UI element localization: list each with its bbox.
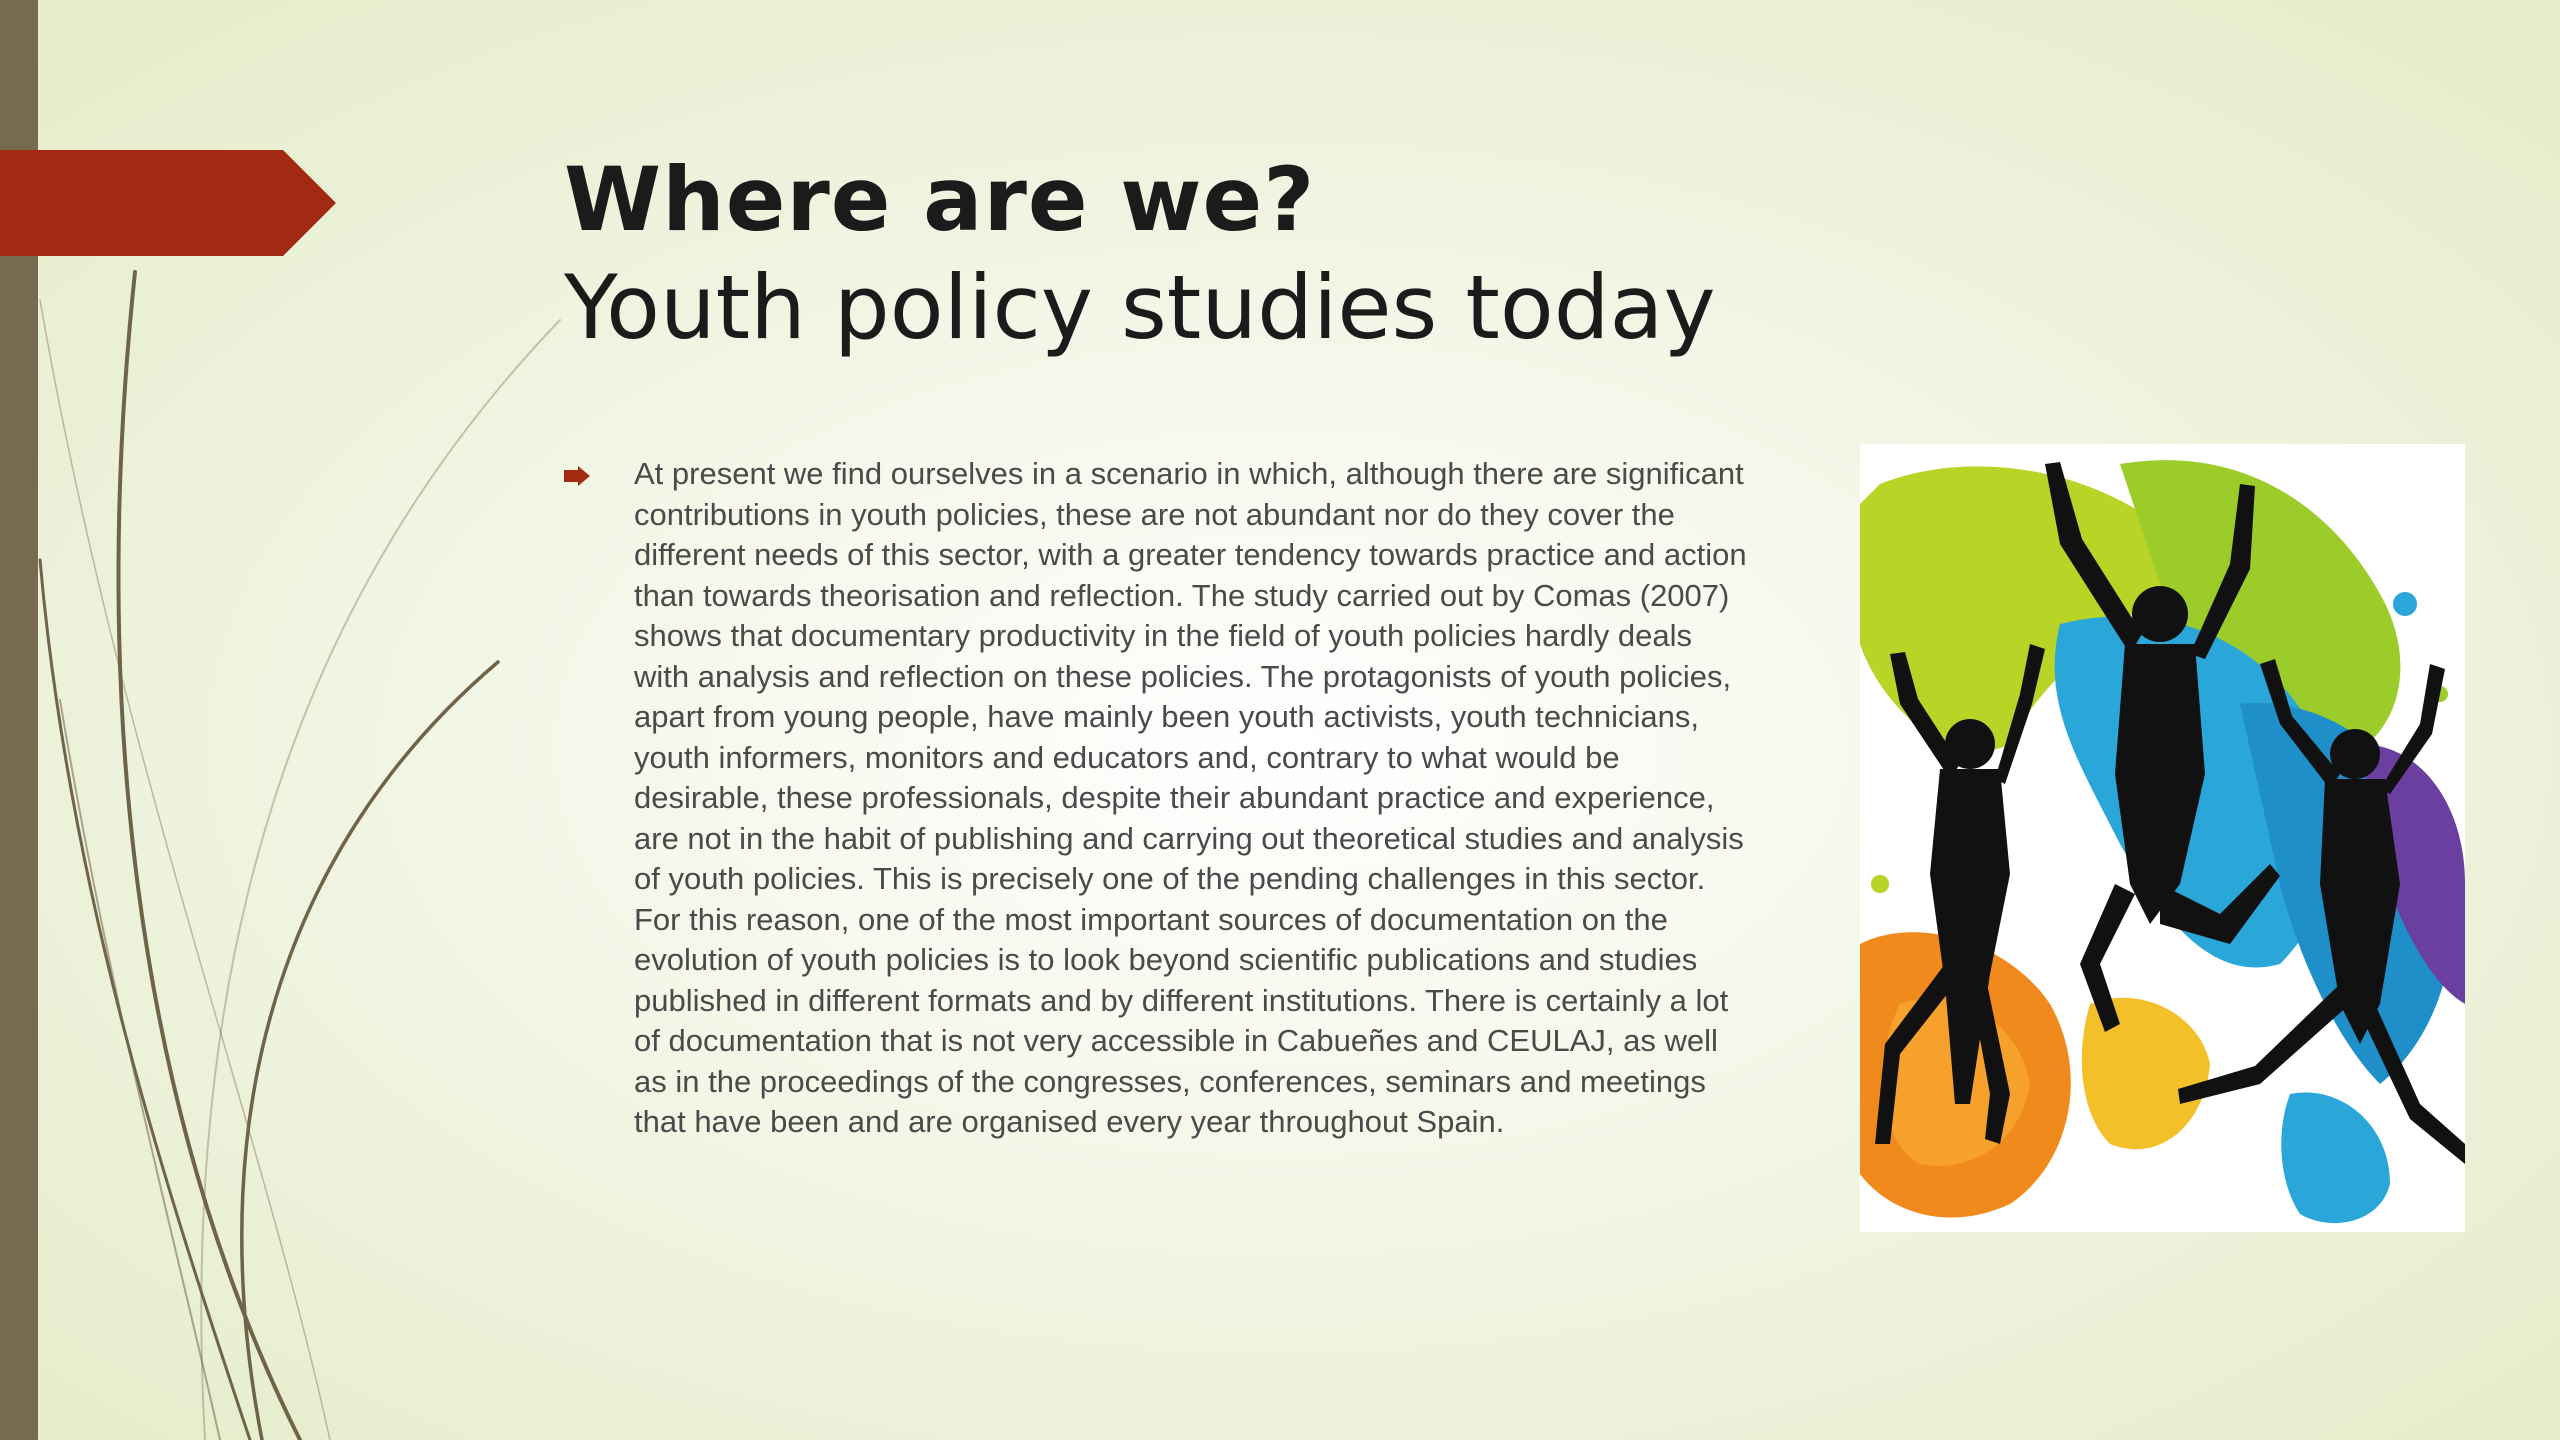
bullet-item [560,454,1760,1143]
arrow-banner-icon [0,150,336,256]
slide-title: Where are we? [564,148,1316,251]
slide-subtitle: Youth policy studies today [564,256,1716,359]
youth-jumping-image [1860,444,2465,1232]
arrow-bullet-icon [564,466,590,486]
slide-title-block [564,148,1864,364]
bullet-text: At present we find ourselves in a scenario in which, although there are significant contributions in youth policies, these are not abundant nor do they cover the different needs of this sector, with a greater tendency towards practice and action than towards theorisation and reflection. The study carried out by Comas (2007) shows that documentary productivity in the field of youth policies hardly deals with analysis and reflection on these policies. The protagonists of youth policies, apart from young people, have mainly been youth activists, youth technicians, youth informers, monitors and educators and, contrary to what would be desirable, these professionals, despite their abundant practice and experience, are not in the habit of publishing and carrying out theoretical studies and analysis of youth policies. This is precisely one of the pending challenges in this sector. For this reason, one of the most important sources of documentation on the evolution of youth policies is to look beyond scientific publications and studies published in different formats and by different institutions. There is certainly a lot of documentation that is not very accessible in Cabueñes and CEULAJ, as well as in the proceedings of the congresses, conferences, seminars and meetings that have been and are organised every year throughout Spain. [634,456,1747,1139]
slide-content [560,454,1760,1143]
